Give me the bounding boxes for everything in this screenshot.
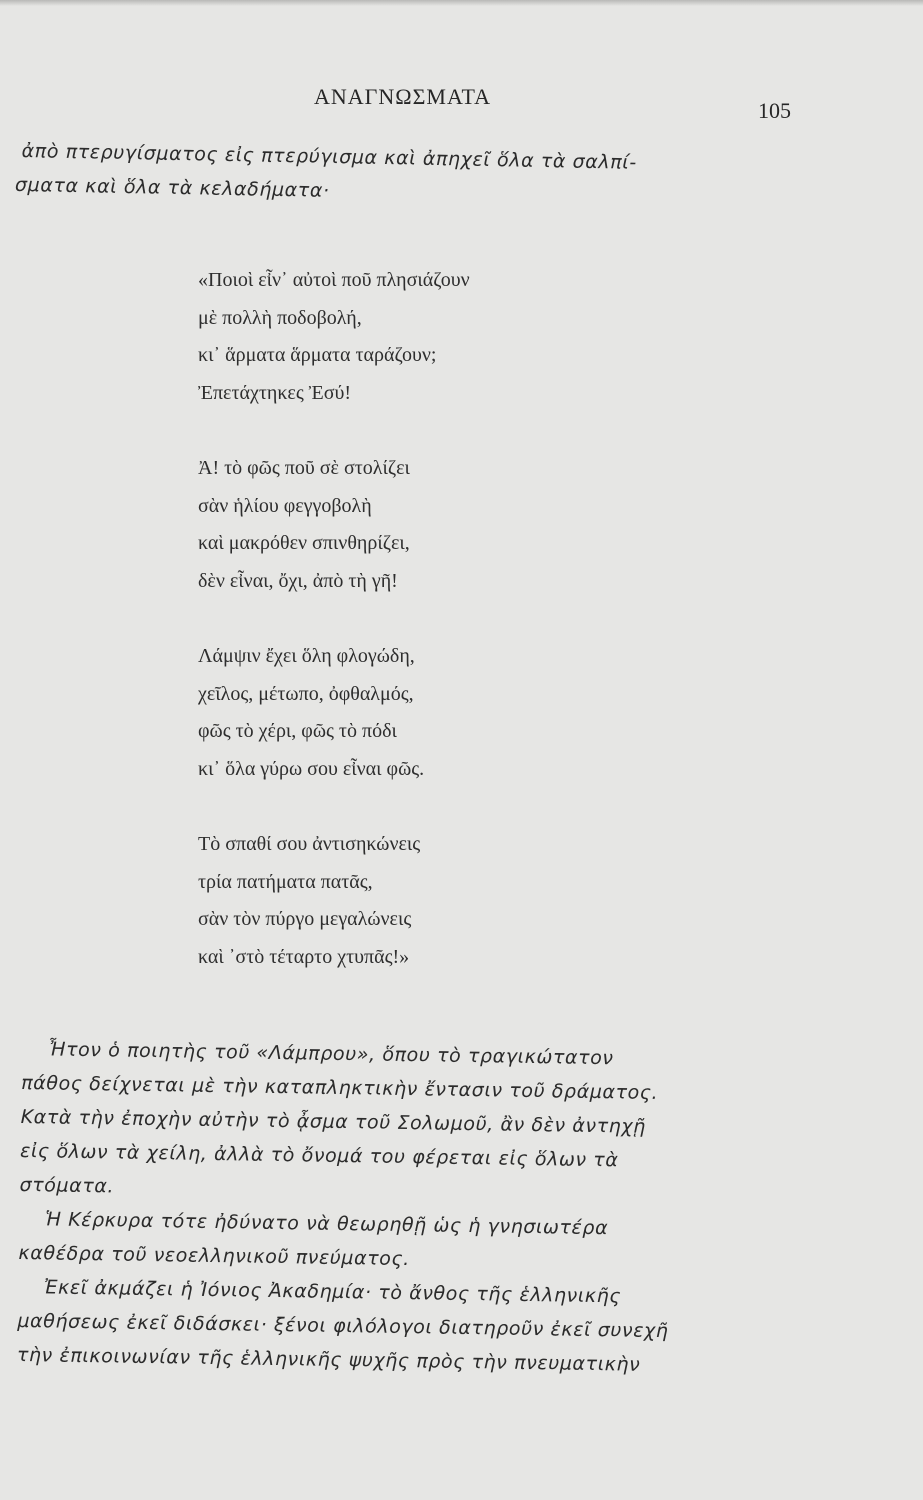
page-header	[0, 84, 923, 124]
poem-line: χεῖλος, μέτωπο, ὀφθαλμός,	[198, 682, 414, 705]
text-line: πάθος δείχνεται μὲ τὴν καταπληκτικὴν ἔντασιν τοῦ δράματος.	[21, 1071, 659, 1105]
text-line: ἀπὸ πτερυγίσματος εἰς πτερύγισμα καὶ ἀπηχεῖ ὅλα τὰ σαλπί-	[21, 139, 638, 174]
poem-line: καὶ μακρόθεν σπινθηρίζει,	[198, 532, 410, 554]
poem-line: τρία πατήματα πατᾶς,	[198, 870, 373, 893]
text-line: μαθήσεως ἐκεῖ διδάσκει· ξένοι φιλόλογοι διατηροῦν ἐκεῖ συνεχῆ	[17, 1309, 669, 1343]
page-edge-shadow	[0, 0, 923, 6]
text-line: Ἐκεῖ ἀκμάζει ἡ Ἰόνιος Ἀκαδημία· τὸ ἄνθος τῆς ἑλληνικῆς	[43, 1276, 622, 1308]
text-line: Ἡ Κέρκυρα τότε ἠδύνατο νὰ θεωρηθῇ ὡς ἡ γνησιωτέρα	[44, 1208, 609, 1240]
running-title: ΑΝΑΓΝΩΣΜΑΤΑ	[314, 84, 492, 109]
paragraph	[19, 1032, 792, 1214]
text-line: Ἦτον ὁ ποιητὴς τοῦ «Λάμπρου», ὅπου τὸ τραγικώτατον	[47, 1038, 614, 1070]
poem-stanza	[198, 638, 470, 788]
text-line: Κατὰ τὴν ἐποχὴν αὐτὴν τὸ ᾆσμα τοῦ Σολωμοῦ, ἂν δὲν ἀντηχῇ	[20, 1105, 647, 1138]
poem-line: Ἀ! τὸ φῶς ποῦ σὲ στολίζει	[198, 457, 410, 479]
poem-line: μὲ πολλὴ ποδοβολή,	[198, 306, 362, 329]
text-line: σματα καὶ ὅλα τὰ κελαδήματα·	[14, 173, 330, 202]
poem-line: σὰν ἡλίου φεγγοβολὴ	[198, 494, 372, 517]
poem-line: κι᾿ ἅρματα ἅρματα ταράζουν;	[198, 344, 437, 366]
intro-paragraph	[14, 134, 792, 217]
poem-line: Τὸ σπαθί σου ἀντισηκώνεις	[198, 833, 421, 855]
paragraph	[17, 1270, 789, 1384]
text-line: στόματα.	[19, 1173, 115, 1198]
poem-line: Ἐπετάχτηκες Ἐσύ!	[198, 381, 352, 404]
poem-line: σὰν τὸν πύργο μεγαλώνεις	[198, 908, 412, 930]
poem-stanza	[198, 450, 470, 600]
text-line: εἰς ὅλων τὰ χείλη, ἀλλὰ τὸ ὄνομά του φέρεται εἰς ὅλων τὰ	[19, 1139, 619, 1172]
poem-line: δὲν εἶναι, ὄχι, ἀπὸ τὴ γῆ!	[198, 569, 398, 592]
poem-stanza	[198, 826, 470, 976]
text-line: τὴν ἐπικοινωνίαν τῆς ἑλληνικῆς ψυχῆς πρὸς τὴν πνευματικὴν	[16, 1343, 641, 1376]
poem-line: καὶ ᾿στὸ τέταρτο χτυπᾶς!»	[198, 945, 410, 968]
paragraph	[18, 1202, 789, 1282]
poem-stanza	[198, 262, 470, 412]
poem-line: φῶς τὸ χέρι, φῶς τὸ πόδι	[198, 720, 397, 742]
text-line: καθέδρα τοῦ νεοελληνικοῦ πνεύματος.	[18, 1241, 411, 1271]
poem-quotation	[198, 262, 470, 1014]
poem-line: κι᾿ ὅλα γύρω σου εἶναι φῶς.	[198, 757, 425, 780]
body-text	[17, 1032, 792, 1384]
poem-line: «Ποιοὶ εἶν᾿ αὐτοὶ ποῦ πλησιάζουν	[198, 269, 470, 291]
poem-line: Λάμψιν ἔχει ὅλη φλογώδη,	[198, 645, 415, 667]
page-number: 105	[758, 98, 791, 123]
